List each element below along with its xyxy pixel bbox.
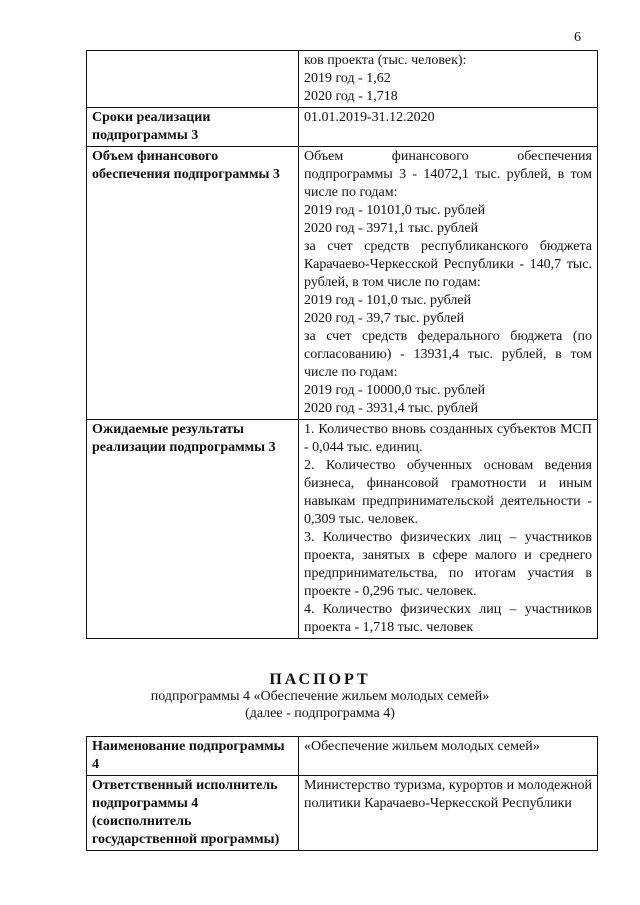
passport-subtitle: подпрограммы 4 «Обеспечение жильем молодых семей» <box>150 689 490 704</box>
value-line: 2. Количество обученных основам ведения бизнеса, финансовой грамотности и иным навыкам предпринимательской деятельности - 0,309 тыс. человек. <box>304 458 592 527</box>
value-line: 4. Количество физических лиц – участников проекта - 1,718 тыс. человек <box>304 602 592 635</box>
row-value <box>299 737 598 776</box>
row-label: Сроки реализации подпрограммы 3 <box>87 108 299 147</box>
row-value <box>299 776 598 851</box>
value-line: 2019 год - 1,62 <box>304 71 391 86</box>
row-label: Ответственный исполнитель подпрограммы 4 (соисполнитель государственной программы) <box>87 776 299 851</box>
value-line: 2019 год - 10000,0 тыс. рублей <box>304 383 486 398</box>
value-line: «Обеспечение жильем молодых семей» <box>304 739 540 754</box>
value-line: 2020 год - 1,718 <box>304 89 398 104</box>
row-value <box>299 108 598 147</box>
value-line: Министерство туризма, курортов и молодежной политики Карачаево-Черкесской Республики <box>304 778 592 811</box>
passport-title: ПАСПОРТ <box>269 671 371 688</box>
table-row <box>87 51 598 108</box>
value-line: 2019 год - 101,0 тыс. рублей <box>304 293 472 308</box>
value-line: 2020 год - 3931,4 тыс. рублей <box>304 401 479 416</box>
value-line: 1. Количество вновь созданных субъектов МСП - 0,044 тыс. единиц. <box>304 422 592 455</box>
value-line: 2020 год - 3971,1 тыс. рублей <box>304 221 479 236</box>
table-row <box>87 147 598 420</box>
value-line: 2020 год - 39,7 тыс. рублей <box>304 311 465 326</box>
row-value <box>299 147 598 420</box>
table-row <box>87 737 598 776</box>
page-number: 6 <box>574 30 581 45</box>
row-label: Объем финансового обеспечения подпрограммы 3 <box>87 147 299 420</box>
row-value <box>299 420 598 639</box>
table-row <box>87 776 598 851</box>
row-label: Ожидаемые результаты реализации подпрограммы 3 <box>87 420 299 639</box>
value-line: 2019 год - 10101,0 тыс. рублей <box>304 203 486 218</box>
row-label: Наименование подпрограммы 4 <box>87 737 299 776</box>
value-line: за счет средств республиканского бюджета Карачаево-Черкесской Республики - 140,7 тыс. рублей, в том числе по годам: <box>304 239 592 290</box>
row-label <box>87 51 299 108</box>
row-value <box>299 51 598 108</box>
value-line: Объем финансового обеспечения подпрограммы 3 - 14072,1 тыс. рублей, в том числе по годам: <box>304 149 592 200</box>
table-row <box>87 108 598 147</box>
value-line: за счет средств федерального бюджета (по согласованию) - 13931,4 тыс. рублей, в том числе по годам: <box>304 329 592 380</box>
passport-note: (далее - подпрограмма 4) <box>245 706 395 721</box>
table-row <box>87 420 598 639</box>
value-line: ков проекта (тыс. человек): <box>304 53 467 68</box>
value-line: 3. Количество физических лиц – участников проекта, занятых в сфере малого и среднего предпринимательства, по итогам участия в проекте - 0,296 тыс. человек. <box>304 530 592 599</box>
subprogram-4-passport-table <box>86 736 598 851</box>
subprogram-3-passport-table <box>86 50 598 639</box>
value-line: 01.01.2019-31.12.2020 <box>304 110 435 125</box>
